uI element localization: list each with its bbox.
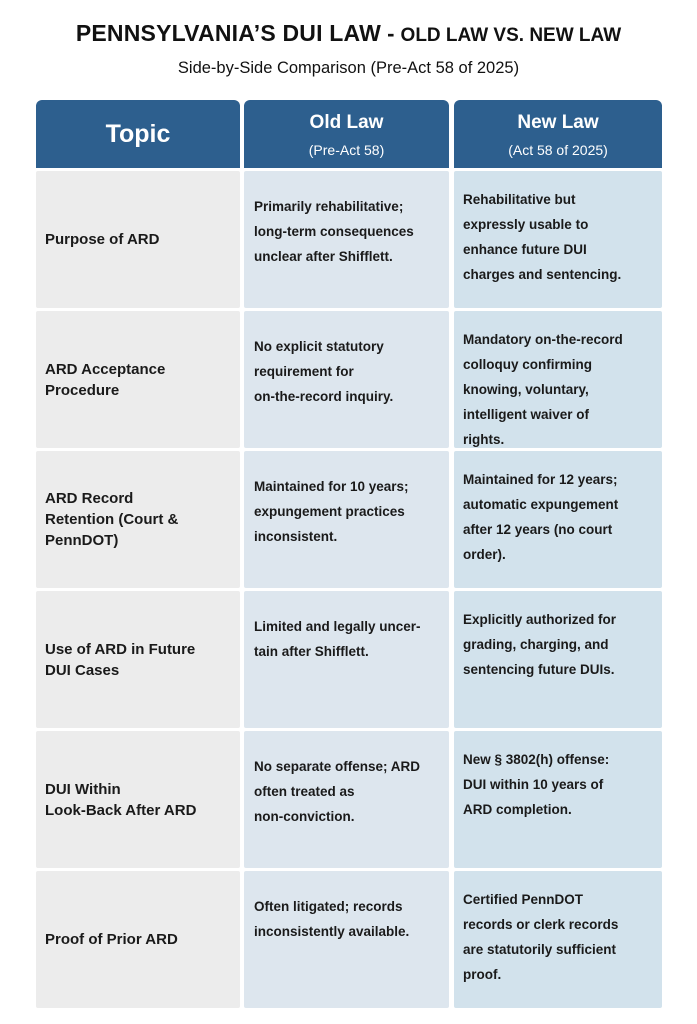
topic-cell [36,311,240,448]
topic-cell [36,451,240,588]
old-law-cell [244,451,449,588]
topic-cell [36,871,240,1008]
header-old-law-sublabel: (Pre-Act 58) [308,142,385,158]
new-law-cell [454,311,662,448]
header-topic [36,100,240,168]
page-subtitle: Side-by-Side Comparison (Pre-Act 58 of 2025) [177,59,520,77]
header-old-law-label: Old Law [309,112,384,133]
new-law-cell [454,451,662,588]
old-law-text: No explicit statutory requirement for on-the-record inquiry. [254,339,394,404]
topic-text: ARD Acceptance Procedure [45,360,166,399]
old-law-cell [244,871,449,1008]
new-law-text: Explicitly authorized for grading, charging, and sentencing future DUIs. [463,612,617,677]
topic-text: Use of ARD in Future DUI Cases [45,640,196,679]
page-title [0,18,697,52]
topic-cell [36,171,240,308]
topic-cell [36,591,240,728]
title-main: PENNSYLVANIA’S DUI LAW [75,20,381,46]
header-old-law [244,100,449,168]
old-law-text: Often litigated; records inconsistently available. [254,899,410,939]
title-separator: - [380,21,401,46]
header-new-law-sublabel: (Act 58 of 2025) [508,142,608,158]
comparison-table [36,100,662,1011]
title-sub: OLD LAW VS. NEW LAW [400,25,622,46]
table-row [36,311,662,448]
table-row [36,451,662,588]
new-law-cell [454,171,662,308]
table-row [36,731,662,868]
header-new-law-label: New Law [517,112,599,133]
new-law-cell [454,731,662,868]
old-law-cell [244,731,449,868]
new-law-cell [454,871,662,1008]
topic-text: DUI Within Look-Back After ARD [45,780,197,819]
table-row [36,591,662,728]
new-law-text: Rehabilitative but expressly usable to enhance future DUI charges and sentencing. [463,192,622,282]
new-law-cell [454,591,662,728]
new-law-text: Maintained for 12 years; automatic expungement after 12 years (no court order). [463,472,619,562]
old-law-cell [244,311,449,448]
new-law-text: Certified PennDOT records or clerk records are statutorily sufficient proof. [463,892,619,982]
old-law-text: Primarily rehabilitative; long-term consequences unclear after Shifflett. [254,199,414,264]
old-law-text: Limited and legally uncer- tain after Shifflett. [254,619,421,659]
table-header-row [36,100,662,168]
old-law-cell [244,171,449,308]
new-law-text: Mandatory on-the-record colloquy confirming knowing, voluntary, intelligent waiver of rights. [463,332,623,447]
table-row [36,171,662,308]
old-law-text: Maintained for 10 years; expungement practices inconsistent. [254,479,409,544]
topic-text: Proof of Prior ARD [45,931,178,948]
header-topic-label: Topic [105,120,171,148]
topic-text: ARD Record Retention (Court & PennDOT) [45,490,179,549]
topic-text: Purpose of ARD [45,231,160,248]
old-law-text: No separate offense; ARD often treated as non-conviction. [254,759,421,824]
header-new-law [454,100,662,168]
topic-cell [36,731,240,868]
old-law-cell [244,591,449,728]
table-row [36,871,662,1008]
new-law-text: New § 3802(h) offense: DUI within 10 years of ARD completion. [463,752,610,817]
